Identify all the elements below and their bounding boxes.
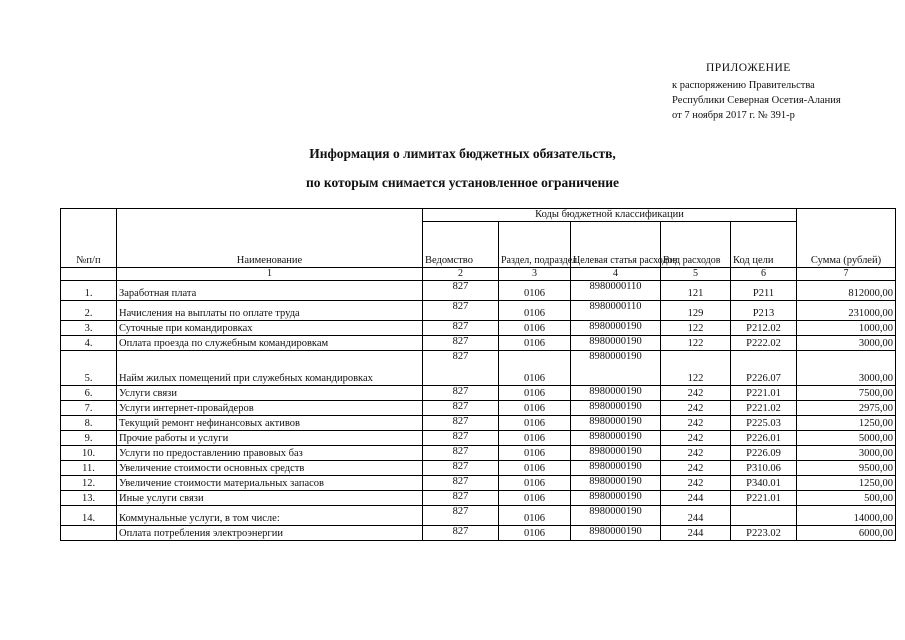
table-header-row-2 bbox=[61, 222, 896, 268]
row-sum: 9500,00 bbox=[797, 461, 896, 476]
table-row bbox=[61, 301, 896, 321]
header-dept: Ведомство bbox=[423, 222, 499, 268]
row-target: 8980000190 bbox=[571, 351, 661, 386]
column-number: 6 bbox=[731, 268, 797, 281]
table-row bbox=[61, 476, 896, 491]
row-kind: 242 bbox=[661, 431, 731, 446]
document-title-line-2: по которым снимается установленное ограничение bbox=[305, 175, 620, 190]
row-goal: Р221.01 bbox=[731, 491, 797, 506]
row-section: 0106 bbox=[499, 506, 571, 526]
row-sum: 3000,00 bbox=[797, 446, 896, 461]
row-name: Суточные при командировках bbox=[117, 321, 423, 336]
row-kind: 122 bbox=[661, 351, 731, 386]
row-section: 0106 bbox=[499, 281, 571, 301]
row-number: 6. bbox=[61, 386, 117, 401]
row-target: 8980000190 bbox=[571, 321, 661, 336]
row-section: 0106 bbox=[499, 526, 571, 541]
row-name: Услуги по предоставлению правовых баз bbox=[117, 446, 423, 461]
row-kind: 244 bbox=[661, 526, 731, 541]
header-kind: Вид расходов bbox=[661, 222, 731, 268]
row-target: 8980000190 bbox=[571, 461, 661, 476]
row-kind: 121 bbox=[661, 281, 731, 301]
header-codes-group: Коды бюджетной классификации bbox=[423, 209, 797, 222]
header-name: Наименование bbox=[117, 222, 423, 268]
row-dept: 827 bbox=[423, 351, 499, 386]
row-number: 5. bbox=[61, 351, 117, 386]
column-number: 2 bbox=[423, 268, 499, 281]
row-sum: 812000,00 bbox=[797, 281, 896, 301]
row-sum: 14000,00 bbox=[797, 506, 896, 526]
row-sum: 6000,00 bbox=[797, 526, 896, 541]
row-goal: Р340.01 bbox=[731, 476, 797, 491]
row-goal: Р226.07 bbox=[731, 351, 797, 386]
header-num: №п/п bbox=[61, 222, 117, 268]
column-number: 1 bbox=[117, 268, 423, 281]
table-row bbox=[61, 401, 896, 416]
table-row bbox=[61, 386, 896, 401]
row-target: 8980000190 bbox=[571, 476, 661, 491]
row-kind: 122 bbox=[661, 321, 731, 336]
row-name: Заработная плата bbox=[117, 281, 423, 301]
row-target: 8980000190 bbox=[571, 431, 661, 446]
row-sum: 2975,00 bbox=[797, 401, 896, 416]
row-sum: 3000,00 bbox=[797, 336, 896, 351]
row-name: Оплата потребления электроэнергии bbox=[117, 526, 423, 541]
row-goal: Р212.02 bbox=[731, 321, 797, 336]
row-sum: 5000,00 bbox=[797, 431, 896, 446]
row-target: 8980000190 bbox=[571, 416, 661, 431]
table-header-row-1 bbox=[61, 209, 896, 222]
table-row bbox=[61, 446, 896, 461]
row-dept: 827 bbox=[423, 386, 499, 401]
row-number: 11. bbox=[61, 461, 117, 476]
row-goal: Р223.02 bbox=[731, 526, 797, 541]
row-number: 4. bbox=[61, 336, 117, 351]
row-section: 0106 bbox=[499, 401, 571, 416]
row-target: 8980000190 bbox=[571, 446, 661, 461]
row-section: 0106 bbox=[499, 416, 571, 431]
column-numbers-row bbox=[61, 268, 896, 281]
row-sum: 7500,00 bbox=[797, 386, 896, 401]
row-number bbox=[61, 526, 117, 541]
table-row bbox=[61, 526, 896, 541]
row-dept: 827 bbox=[423, 476, 499, 491]
row-goal: Р310.06 bbox=[731, 461, 797, 476]
row-target: 8980000190 bbox=[571, 526, 661, 541]
row-dept: 827 bbox=[423, 416, 499, 431]
row-section: 0106 bbox=[499, 386, 571, 401]
row-dept: 827 bbox=[423, 321, 499, 336]
row-kind: 244 bbox=[661, 506, 731, 526]
row-sum: 1250,00 bbox=[797, 476, 896, 491]
row-section: 0106 bbox=[499, 351, 571, 386]
column-number: 3 bbox=[499, 268, 571, 281]
row-target: 8980000190 bbox=[571, 401, 661, 416]
row-name: Увеличение стоимости материальных запасов bbox=[117, 476, 423, 491]
row-number: 1. bbox=[61, 281, 117, 301]
appendix-line-1: к распоряжению Правительства bbox=[672, 80, 815, 91]
row-section: 0106 bbox=[499, 476, 571, 491]
row-name: Начисления на выплаты по оплате труда bbox=[117, 301, 423, 321]
header-target: Целевая статья расходов bbox=[571, 222, 661, 268]
row-number: 10. bbox=[61, 446, 117, 461]
row-target: 8980000110 bbox=[571, 281, 661, 301]
row-kind: 242 bbox=[661, 461, 731, 476]
row-goal bbox=[731, 506, 797, 526]
row-target: 8980000190 bbox=[571, 386, 661, 401]
header-name-top bbox=[117, 209, 423, 222]
row-target: 8980000190 bbox=[571, 336, 661, 351]
row-kind: 242 bbox=[661, 476, 731, 491]
appendix-title: ПРИЛОЖЕНИЕ bbox=[706, 62, 791, 74]
row-kind: 242 bbox=[661, 446, 731, 461]
row-dept: 827 bbox=[423, 461, 499, 476]
row-name: Оплата проезда по служебным командировкам bbox=[117, 336, 423, 351]
row-dept: 827 bbox=[423, 301, 499, 321]
table-row bbox=[61, 321, 896, 336]
row-dept: 827 bbox=[423, 491, 499, 506]
row-number: 3. bbox=[61, 321, 117, 336]
row-name: Услуги интернет-провайдеров bbox=[117, 401, 423, 416]
row-target: 8980000190 bbox=[571, 491, 661, 506]
table-row bbox=[61, 506, 896, 526]
table-row bbox=[61, 336, 896, 351]
row-number: 7. bbox=[61, 401, 117, 416]
row-section: 0106 bbox=[499, 301, 571, 321]
row-goal: Р213 bbox=[731, 301, 797, 321]
row-kind: 129 bbox=[661, 301, 731, 321]
row-name: Коммунальные услуги, в том числе: bbox=[117, 506, 423, 526]
header-sum-top bbox=[797, 209, 896, 222]
row-sum: 500,00 bbox=[797, 491, 896, 506]
table-row bbox=[61, 461, 896, 476]
row-number: 8. bbox=[61, 416, 117, 431]
row-kind: 122 bbox=[661, 336, 731, 351]
row-number: 12. bbox=[61, 476, 117, 491]
appendix-line-2: Республики Северная Осетия-Алания bbox=[672, 95, 841, 106]
row-goal: Р211 bbox=[731, 281, 797, 301]
budget-limits-table bbox=[60, 208, 896, 541]
column-number: 4 bbox=[571, 268, 661, 281]
table-row bbox=[61, 491, 896, 506]
row-section: 0106 bbox=[499, 461, 571, 476]
row-dept: 827 bbox=[423, 431, 499, 446]
appendix-line-3: от 7 ноября 2017 г. № 391-р bbox=[672, 110, 795, 121]
header-section: Раздел, подраздел bbox=[499, 222, 571, 268]
row-sum: 1250,00 bbox=[797, 416, 896, 431]
row-section: 0106 bbox=[499, 431, 571, 446]
row-section: 0106 bbox=[499, 446, 571, 461]
row-section: 0106 bbox=[499, 336, 571, 351]
row-target: 8980000110 bbox=[571, 301, 661, 321]
row-kind: 242 bbox=[661, 401, 731, 416]
row-goal: Р221.02 bbox=[731, 401, 797, 416]
row-dept: 827 bbox=[423, 446, 499, 461]
row-dept: 827 bbox=[423, 281, 499, 301]
row-kind: 242 bbox=[661, 386, 731, 401]
table-row bbox=[61, 281, 896, 301]
row-sum: 231000,00 bbox=[797, 301, 896, 321]
row-number: 13. bbox=[61, 491, 117, 506]
row-goal: Р222.02 bbox=[731, 336, 797, 351]
row-name: Увеличение стоимости основных средств bbox=[117, 461, 423, 476]
row-target: 8980000190 bbox=[571, 506, 661, 526]
row-name: Услуги связи bbox=[117, 386, 423, 401]
header-goal: Код цели bbox=[731, 222, 797, 268]
row-number: 14. bbox=[61, 506, 117, 526]
row-goal: Р226.01 bbox=[731, 431, 797, 446]
row-section: 0106 bbox=[499, 321, 571, 336]
row-sum: 1000,00 bbox=[797, 321, 896, 336]
row-kind: 244 bbox=[661, 491, 731, 506]
header-sum: Сумма (рублей) bbox=[797, 222, 896, 268]
row-dept: 827 bbox=[423, 506, 499, 526]
row-dept: 827 bbox=[423, 401, 499, 416]
row-name: Текущий ремонт нефинансовых активов bbox=[117, 416, 423, 431]
column-number: 5 bbox=[661, 268, 731, 281]
header-num-top bbox=[61, 209, 117, 222]
row-name: Иные услуги связи bbox=[117, 491, 423, 506]
row-goal: Р226.09 bbox=[731, 446, 797, 461]
row-goal: Р225.03 bbox=[731, 416, 797, 431]
appendix-block bbox=[0, 0, 905, 130]
row-name: Найм жилых помещений при служебных командировках bbox=[117, 351, 423, 386]
column-number bbox=[61, 268, 117, 281]
row-number: 9. bbox=[61, 431, 117, 446]
row-dept: 827 bbox=[423, 336, 499, 351]
table-row bbox=[61, 416, 896, 431]
row-number: 2. bbox=[61, 301, 117, 321]
row-section: 0106 bbox=[499, 491, 571, 506]
column-number: 7 bbox=[797, 268, 896, 281]
row-name: Прочие работы и услуги bbox=[117, 431, 423, 446]
row-kind: 242 bbox=[661, 416, 731, 431]
row-dept: 827 bbox=[423, 526, 499, 541]
table-row bbox=[61, 351, 896, 386]
row-goal: Р221.01 bbox=[731, 386, 797, 401]
table-row bbox=[61, 431, 896, 446]
document-title-line-1: Информация о лимитах бюджетных обязательств, bbox=[309, 146, 616, 161]
row-sum: 3000,00 bbox=[797, 351, 896, 386]
